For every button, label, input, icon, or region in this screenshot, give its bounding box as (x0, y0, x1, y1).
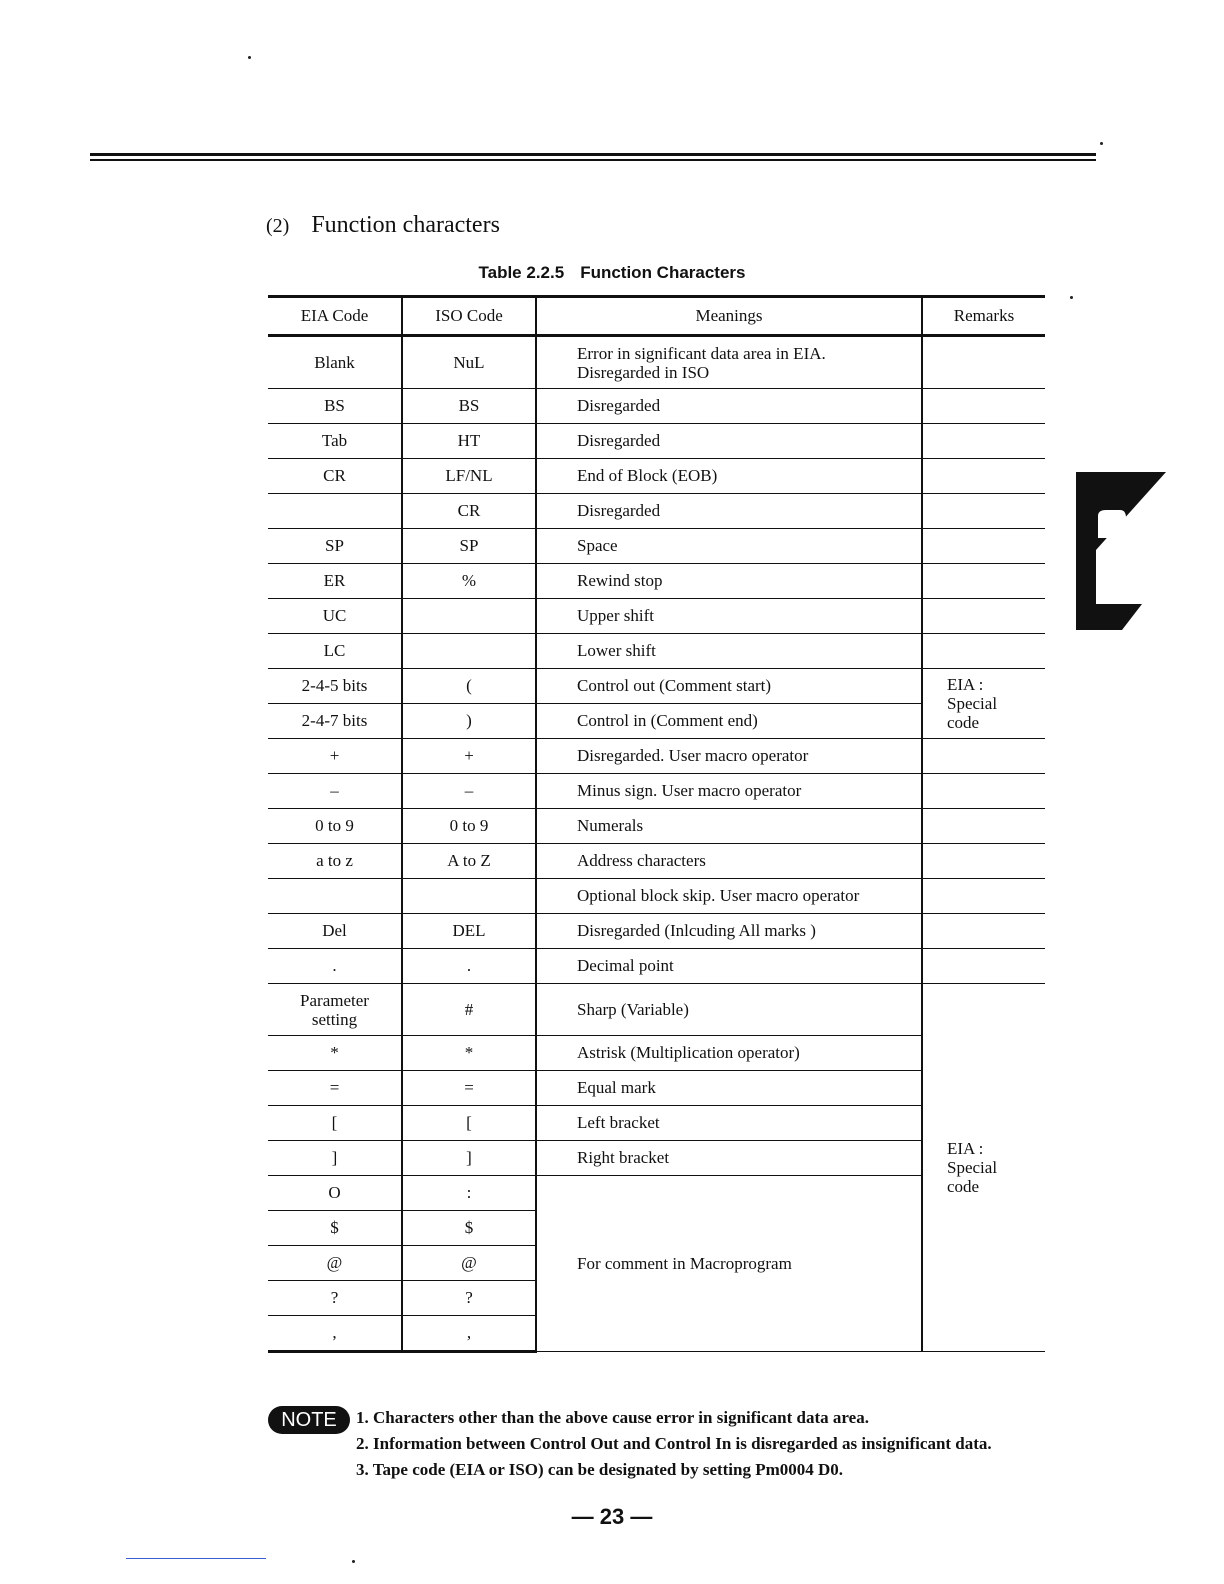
eia-cell: + (268, 739, 402, 774)
header-remarks: Remarks (922, 297, 1045, 336)
meaning-cell: Address characters (536, 844, 922, 879)
eia-cell: SP (268, 529, 402, 564)
note-item: 2. Information between Control Out and Control In is disregarded as insignificant data. (356, 1434, 992, 1453)
table-row (268, 984, 1045, 1036)
scan-speck (248, 56, 251, 59)
page-number: — 23 — (571, 1504, 653, 1529)
table-row (268, 844, 1045, 879)
meaning-cell: Astrisk (Multiplication operator) (536, 1036, 922, 1071)
eia-cell: Del (268, 914, 402, 949)
table-caption-number: Table 2.2.5 (478, 263, 565, 282)
meaning-cell: Disregarded (536, 494, 922, 529)
table-row (268, 669, 1045, 704)
table-row (268, 336, 1045, 389)
remarks-line: code (947, 713, 980, 732)
meaning-cell: End of Block (EOB) (536, 459, 922, 494)
eia-cell: * (268, 1036, 402, 1071)
meaning-cell: Disregarded (Inlcuding All marks ) (536, 914, 922, 949)
remarks-cell (922, 494, 1045, 529)
scan-speck (352, 1560, 355, 1563)
iso-cell: HT (402, 424, 536, 459)
table-row (268, 564, 1045, 599)
iso-cell: ( (402, 669, 536, 704)
meaning-cell: Space (536, 529, 922, 564)
iso-cell: CR (402, 494, 536, 529)
table-row (268, 809, 1045, 844)
remarks-cell (922, 459, 1045, 494)
table-row (268, 599, 1045, 634)
iso-cell: ) (402, 704, 536, 739)
header-rule-thin (90, 159, 1096, 161)
section-heading (266, 212, 500, 239)
eia-cell: @ (268, 1246, 402, 1281)
iso-cell: NuL (402, 336, 536, 389)
eia-cell: 2-4-5 bits (268, 669, 402, 704)
iso-cell: DEL (402, 914, 536, 949)
iso-cell: @ (402, 1246, 536, 1281)
eia-cell: UC (268, 599, 402, 634)
remarks-line: Special (947, 1158, 998, 1177)
eia-cell: = (268, 1071, 402, 1106)
eia-cell: Blank (268, 336, 402, 389)
table-row (268, 879, 1045, 914)
header-meanings: Meanings (536, 297, 922, 336)
note-item: 1. Characters other than the above cause error in significant data area. (356, 1408, 869, 1427)
meaning-cell: Decimal point (536, 949, 922, 984)
section-number: (2) (266, 215, 290, 237)
section-title: Function characters (311, 212, 500, 238)
bottom-rule (126, 1558, 266, 1559)
table-caption-title: Function Characters (580, 263, 746, 282)
remarks-cell (922, 774, 1045, 809)
remarks-line: EIA : (947, 675, 984, 694)
meaning-cell: Sharp (Variable) (536, 984, 922, 1036)
note-badge: NOTE (268, 1406, 350, 1434)
remarks-line: code (947, 1177, 980, 1196)
meaning-cell: Control in (Comment end) (536, 704, 922, 739)
eia-cell: 2-4-7 bits (268, 704, 402, 739)
eia-cell (268, 879, 402, 914)
eia-cell: ER (268, 564, 402, 599)
remarks-cell (922, 739, 1045, 774)
iso-cell: ? (402, 1281, 536, 1316)
eia-cell: [ (268, 1106, 402, 1141)
iso-cell: ] (402, 1141, 536, 1176)
iso-cell: , (402, 1316, 536, 1352)
eia-cell (268, 984, 402, 1036)
table-row (268, 494, 1045, 529)
iso-cell (402, 599, 536, 634)
meaning-cell: Numerals (536, 809, 922, 844)
remarks-eia-special-code (922, 669, 1045, 739)
function-characters-table (268, 295, 1045, 1353)
meaning-cell: Control out (Comment start) (536, 669, 922, 704)
remarks-cell (922, 529, 1045, 564)
meaning-cell: Rewind stop (536, 564, 922, 599)
remarks-cell (922, 389, 1045, 424)
meaning-cell: Disregarded (536, 389, 922, 424)
eia-cell: CR (268, 459, 402, 494)
meaning-cell: Lower shift (536, 634, 922, 669)
table-row (268, 634, 1045, 669)
remarks-eia-special-code (922, 984, 1045, 1352)
eia-cell: a to z (268, 844, 402, 879)
table-row (268, 739, 1045, 774)
eia-cell: LC (268, 634, 402, 669)
remarks-line: Special (947, 694, 998, 713)
eia-cell: $ (268, 1211, 402, 1246)
meaning-line: Disregarded in ISO (577, 362, 710, 382)
eia-cell: BS (268, 389, 402, 424)
header-iso-code: ISO Code (402, 297, 536, 336)
table-row (268, 774, 1045, 809)
iso-cell: + (402, 739, 536, 774)
meaning-cell: Minus sign. User macro operator (536, 774, 922, 809)
eia-cell: Tab (268, 424, 402, 459)
table-header-row (268, 297, 1045, 336)
meaning-cell: Upper shift (536, 599, 922, 634)
scan-speck (1070, 296, 1073, 299)
table-row (268, 389, 1045, 424)
iso-cell: – (402, 774, 536, 809)
table-row (268, 529, 1045, 564)
meaning-cell: Equal mark (536, 1071, 922, 1106)
remarks-cell (922, 879, 1045, 914)
table-row (268, 914, 1045, 949)
remarks-cell (922, 599, 1045, 634)
eia-cell: ] (268, 1141, 402, 1176)
meaning-cell: Disregarded. User macro operator (536, 739, 922, 774)
eia-cell: , (268, 1316, 402, 1352)
remarks-cell (922, 809, 1045, 844)
iso-cell: . (402, 949, 536, 984)
eia-line: setting (311, 1009, 358, 1029)
remarks-cell (922, 844, 1045, 879)
remarks-cell (922, 949, 1045, 984)
header-rule-thick (90, 153, 1096, 156)
note-item: 3. Tape code (EIA or ISO) can be designated by setting Pm0004 D0. (356, 1460, 844, 1479)
meaning-cell: Right bracket (536, 1141, 922, 1176)
iso-cell: = (402, 1071, 536, 1106)
iso-cell: $ (402, 1211, 536, 1246)
remarks-cell (922, 424, 1045, 459)
remarks-cell (922, 634, 1045, 669)
iso-cell: * (402, 1036, 536, 1071)
meaning-cell: Optional block skip. User macro operator (536, 879, 922, 914)
iso-cell: LF/NL (402, 459, 536, 494)
iso-cell: SP (402, 529, 536, 564)
meaning-cell (536, 336, 922, 389)
iso-cell: # (402, 984, 536, 1036)
chapter-2-thumb-tab-icon (1076, 472, 1166, 630)
eia-cell: O (268, 1176, 402, 1211)
header-eia-code: EIA Code (268, 297, 402, 336)
remarks-cell (922, 336, 1045, 389)
table-row (268, 459, 1045, 494)
meaning-line: Error in significant data area in EIA. (577, 343, 826, 363)
iso-cell (402, 634, 536, 669)
meaning-cell: Disregarded (536, 424, 922, 459)
remarks-line: EIA : (947, 1139, 984, 1158)
remarks-cell (922, 564, 1045, 599)
scan-speck (1100, 142, 1103, 145)
iso-cell (402, 879, 536, 914)
eia-line: Parameter (300, 990, 369, 1010)
eia-cell (268, 494, 402, 529)
iso-cell: BS (402, 389, 536, 424)
iso-cell: % (402, 564, 536, 599)
iso-cell: 0 to 9 (402, 809, 536, 844)
iso-cell: A to Z (402, 844, 536, 879)
eia-cell: – (268, 774, 402, 809)
table-row (268, 424, 1045, 459)
meaning-cell: Left bracket (536, 1106, 922, 1141)
eia-cell: 0 to 9 (268, 809, 402, 844)
iso-cell: : (402, 1176, 536, 1211)
table-row (268, 949, 1045, 984)
eia-cell: . (268, 949, 402, 984)
iso-cell: [ (402, 1106, 536, 1141)
table-caption (0, 263, 1224, 283)
meaning-cell-macro-comment: For comment in Macroprogram (536, 1176, 922, 1352)
eia-cell: ? (268, 1281, 402, 1316)
remarks-cell (922, 914, 1045, 949)
